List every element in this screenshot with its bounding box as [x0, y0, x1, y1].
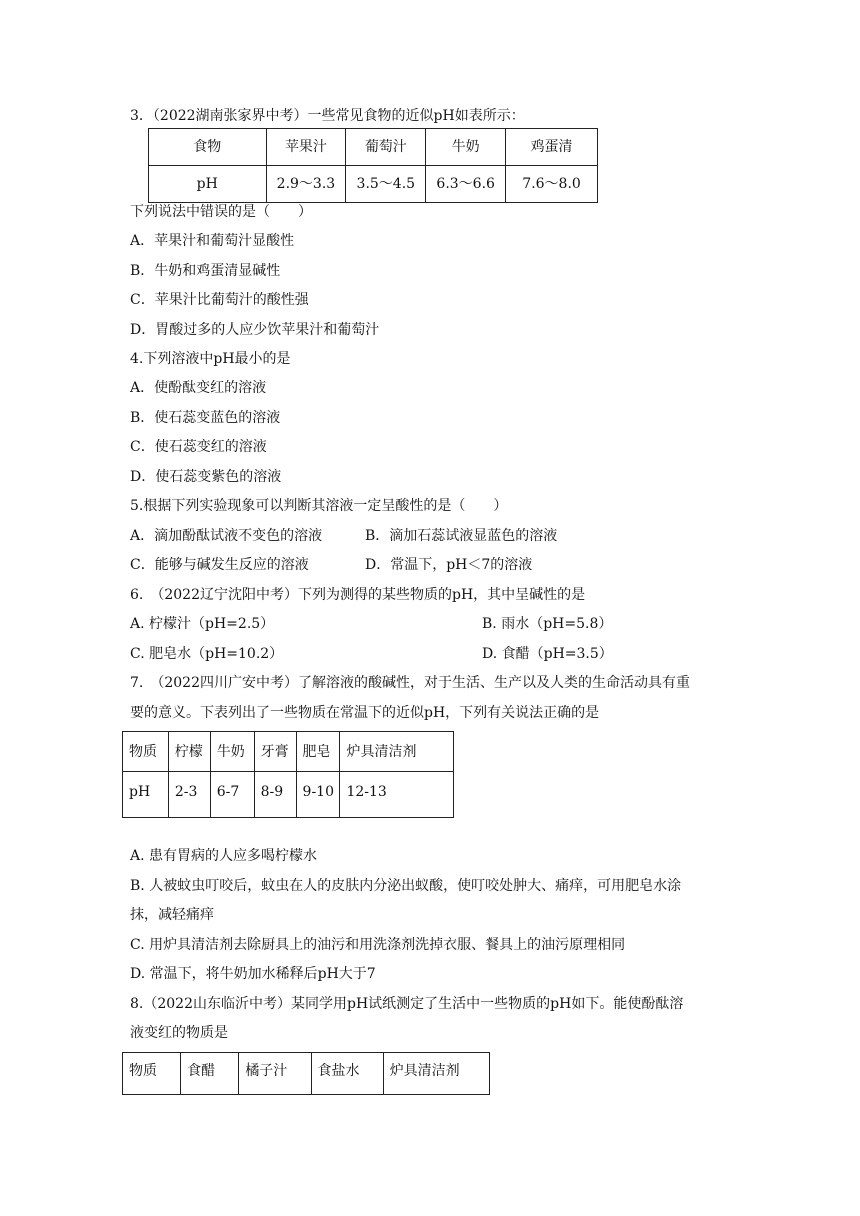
q6-option-d: D. 食醋（pH=3.5）	[482, 646, 613, 662]
q5-option-b: B．滴加石蕊试液显蓝色的溶液	[365, 528, 558, 544]
q5-stem: 5.根据下列实验现象可以判断其溶液一定呈酸性的是（ ）	[130, 498, 508, 514]
q3-value-cell: 7.6～8.0	[506, 166, 598, 203]
q7-value-cell: 9-10	[296, 772, 340, 818]
q7-header-cell: 柠檬	[168, 732, 210, 772]
q3-option-c: C．苹果汁比葡萄汁的酸性强	[130, 292, 309, 308]
q3-header-cell: 牛奶	[426, 129, 506, 166]
q7-table	[122, 731, 454, 818]
q3-option-d: D．胃酸过多的人应少饮苹果汁和葡萄汁	[130, 322, 380, 338]
q7-stem-line-1: 7. （2022四川广安中考）了解溶液的酸碱性，对于生活、生产以及人类的生命活动具有重	[130, 675, 690, 691]
q7-header-cell: 炉具清洁剂	[340, 732, 454, 772]
q8-stem-line-2: 液变红的物质是	[130, 1025, 228, 1041]
q8-header-cell: 炉具清洁剂	[383, 1053, 489, 1095]
q7-value-cell: 12-13	[340, 772, 454, 818]
q8-header-cell: 食盐水	[311, 1053, 383, 1095]
q7-value-cell: 2-3	[168, 772, 210, 818]
q7-header-cell: 牛奶	[210, 732, 254, 772]
q5-option-c: C．能够与碱发生反应的溶液	[130, 557, 309, 573]
q7-option-b: B. 人被蚊虫叮咬后，蚊虫在人的皮肤内分泌出蚁酸，使叮咬处肿大、痛痒，可用肥皂水涂	[130, 878, 682, 894]
q3-option-b: B．牛奶和鸡蛋清显碱性	[130, 263, 281, 279]
q3-header-cell: 葡萄汁	[346, 129, 426, 166]
q7-header-cell: 物质	[123, 732, 169, 772]
q5-option-a: A．滴加酚酞试液不变色的溶液	[130, 528, 323, 544]
q6-option-b: B. 雨水（pH=5.8）	[482, 616, 613, 632]
q3-value-cell: pH	[149, 166, 267, 203]
q7-value-cell: pH	[123, 772, 169, 818]
q8-header-cell: 食醋	[181, 1053, 239, 1095]
q7-option-d: D. 常温下，将牛奶加水稀释后pH大于7	[130, 966, 376, 982]
q3-option-a: A．苹果汁和葡萄汁显酸性	[130, 233, 295, 249]
q6-option-a: A. 柠檬汁（pH=2.5）	[130, 616, 275, 632]
q3-table	[148, 128, 598, 203]
q4-option-d: D．使石蕊变紫色的溶液	[130, 469, 282, 485]
q8-stem-line-1: 8.（2022山东临沂中考）某同学用pH试纸测定了生活中一些物质的pH如下。能使酚酞溶	[130, 996, 684, 1012]
q7-header-cell: 牙膏	[254, 732, 296, 772]
q3-value-cell: 2.9～3.3	[266, 166, 346, 203]
q7-value-cell: 6-7	[210, 772, 254, 818]
q4-option-a: A．使酚酞变红的溶液	[130, 380, 267, 396]
q3-header-cell: 苹果汁	[266, 129, 346, 166]
q3-header-cell: 食物	[149, 129, 267, 166]
q7-option-c: C. 用炉具清洁剂去除厨具上的油污和用洗涤剂洗掉衣服、餐具上的油污原理相同	[130, 937, 626, 953]
q3-value-cell: 6.3～6.6	[426, 166, 506, 203]
q8-header-cell: 物质	[123, 1053, 181, 1095]
q6-stem: 6. （2022辽宁沈阳中考）下列为测得的某些物质的pH，其中呈碱性的是	[130, 587, 586, 603]
q3-header-cell: 鸡蛋清	[506, 129, 598, 166]
q7-option-a: A. 患有胃病的人应多喝柠檬水	[130, 848, 318, 864]
q7-value-cell: 8-9	[254, 772, 296, 818]
q5-option-d: D．常温下，pH＜7的溶液	[365, 557, 533, 573]
q7-option-b-continued: 抹，减轻痛痒	[130, 907, 214, 923]
q3-value-cell: 3.5～4.5	[346, 166, 426, 203]
q8-table	[122, 1052, 490, 1095]
q3-stem: 3．（2022湖南张家界中考）一些常见食物的近似pH如表所示：	[130, 108, 525, 124]
q7-header-cell: 肥皂	[296, 732, 340, 772]
q7-stem-line-2: 要的意义。下表列出了一些物质在常温下的近似pH，下列有关说法正确的是	[130, 705, 600, 721]
q4-option-b: B．使石蕊变蓝色的溶液	[130, 410, 281, 426]
q6-option-c: C. 肥皂水（pH=10.2）	[130, 646, 284, 662]
q8-header-cell: 橘子汁	[239, 1053, 311, 1095]
q3-prompt: 下列说法中错误的是（ ）	[130, 204, 312, 220]
q4-option-c: C．使石蕊变红的溶液	[130, 439, 267, 455]
q4-stem: 4.下列溶液中pH最小的是	[130, 351, 291, 367]
